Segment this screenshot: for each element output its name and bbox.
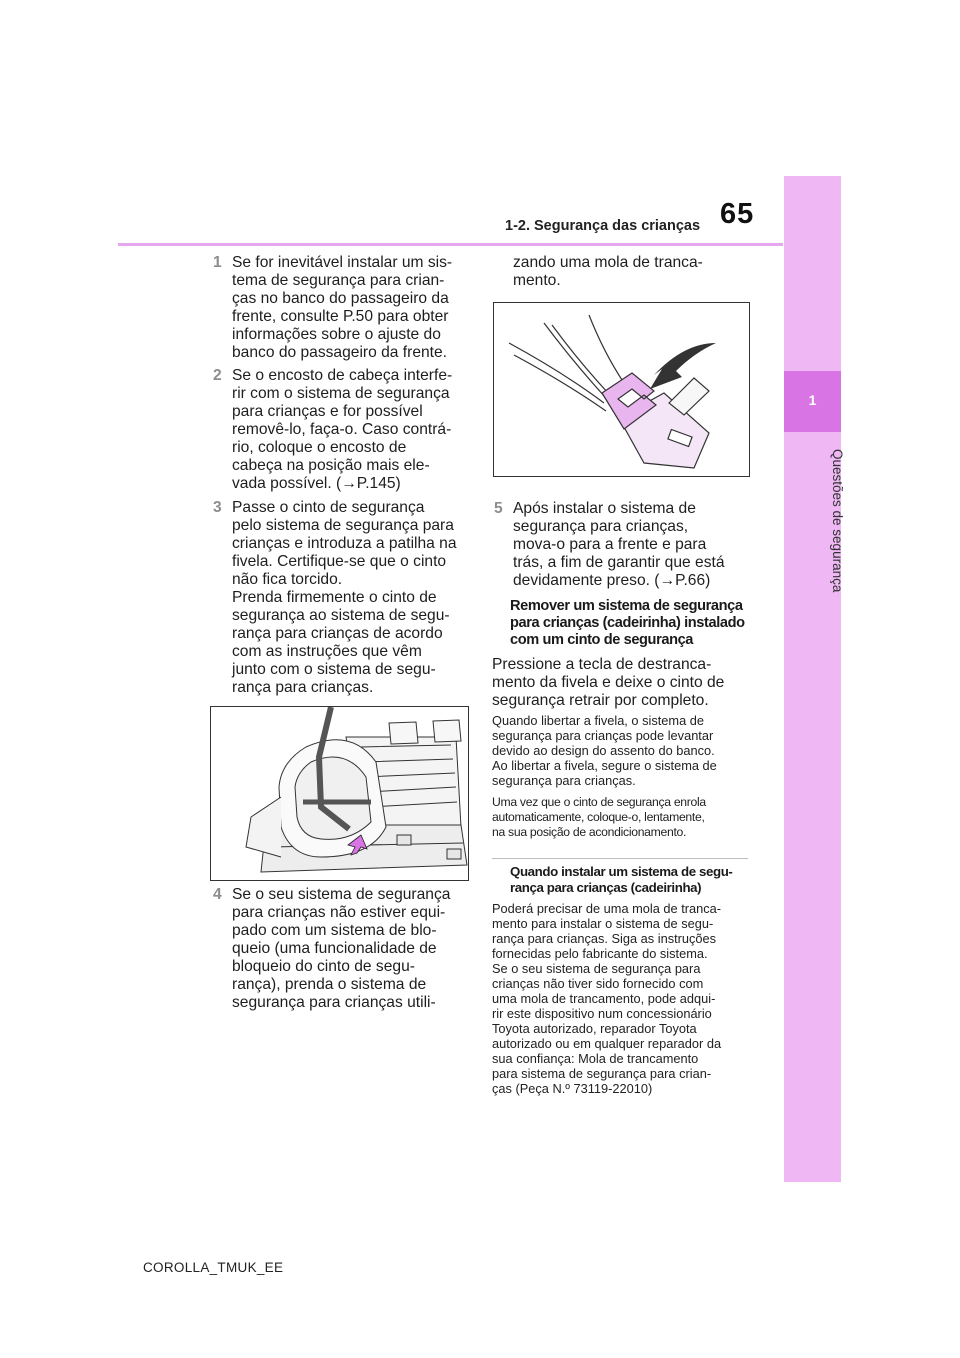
chapter-number: 1 bbox=[808, 392, 817, 408]
remove-seat-heading: Remover um sistema de segurança para crianças (cadeirinha) instalado com um cinto de segurança bbox=[510, 598, 745, 648]
step-1 bbox=[213, 254, 453, 362]
step-text: Após instalar o sistema de segurança para crianças, mova-o para a frente e para trás, a fim de garantir que está devidamente preso. (→P.66) bbox=[513, 500, 725, 589]
step-number: 3 bbox=[213, 499, 222, 516]
step-4-continuation: zando uma mola de tranca- mento. bbox=[513, 254, 703, 289]
step-3 bbox=[213, 499, 457, 697]
step-number: 1 bbox=[213, 254, 222, 271]
info-heading: Quando instalar um sistema de segu- rança para crianças (cadeirinha) bbox=[510, 864, 733, 895]
remove-seat-note-2: Uma vez que o cinto de segurança enrola automaticamente, coloque-o, lentamente, na sua posição de acondicionamento. bbox=[492, 795, 706, 839]
info-text: Poderá precisar de uma mola de tranca- mento para instalar o sistema de segu- rança para crianças. Siga as instruções fornecidas pelo fabricante do sistema. Se o seu sistema de segurança para crianças não tiver sido fornecido com uma mola de trancamento, pode adqui- rir este dispositivo num concessionário Toyota autorizado, reparador Toyota autorizado ou em qualquer reparador da sua confiança: Mola de trancamento para sistema de segurança para crian- ças (Peça N.º 73119-22010) bbox=[492, 901, 722, 1096]
locking-clip-illustration bbox=[493, 302, 750, 477]
document-code: COROLLA_TMUK_EE bbox=[143, 1260, 284, 1275]
step-number: 5 bbox=[494, 500, 503, 517]
step-4 bbox=[213, 886, 451, 1012]
car-seat-illustration bbox=[210, 706, 469, 881]
step-2 bbox=[213, 367, 453, 493]
info-divider bbox=[492, 858, 748, 859]
step-text: Se for inevitável instalar um sis- tema de segurança para crian- ças no banco do passageiro da frente, consulte P.50 para obter informações sobre o ajuste do banco do passageiro da frente. bbox=[232, 254, 453, 361]
step-number: 4 bbox=[213, 886, 222, 903]
remove-seat-note-1: Quando libertar a fivela, o sistema de segurança para crianças pode levantar devido ao design do assento do banco. Ao libertar a fivela, segure o sistema de segurança para crianças. bbox=[492, 713, 717, 788]
header-rule bbox=[118, 243, 783, 246]
locking-clip-drawing bbox=[494, 303, 749, 476]
car-seat-drawing bbox=[211, 707, 468, 880]
chapter-label: Questões de segurança bbox=[830, 449, 845, 593]
section-title: 1-2. Segurança das crianças bbox=[505, 218, 701, 234]
remove-seat-text: Pressione a tecla de destranca- mento da fivela e deixe o cinto de segurança retrair por completo. bbox=[492, 656, 725, 709]
step-text: Se o seu sistema de segurança para crianças não estiver equi- pado com um sistema de blo- queio (uma funcionalidade de bloqueio do cinto de segu- rança), prenda o sistema de segurança para crianças utili- bbox=[232, 886, 451, 1011]
page-number: 65 bbox=[720, 198, 755, 230]
chapter-side-band bbox=[784, 176, 841, 1182]
step-text: Se o encosto de cabeça interfe- rir com o sistema de segurança para crianças e for possível removê-lo, faça-o. Caso contrá- rio, coloque o encosto de cabeça na posição mais ele- vada possível. (→P.145) bbox=[232, 367, 453, 492]
step-5 bbox=[494, 500, 725, 590]
step-number: 2 bbox=[213, 367, 222, 384]
step-text: Passe o cinto de segurança pelo sistema de segurança para crianças e introduza a patilha na fivela. Certifique-se que o cinto não fica torcido. Prenda firmemente o cinto de segurança ao sistema de segu- rança para crianças de acordo com as instruções que vêm junto com o sistema de segu- rança para crianças. bbox=[232, 499, 457, 696]
